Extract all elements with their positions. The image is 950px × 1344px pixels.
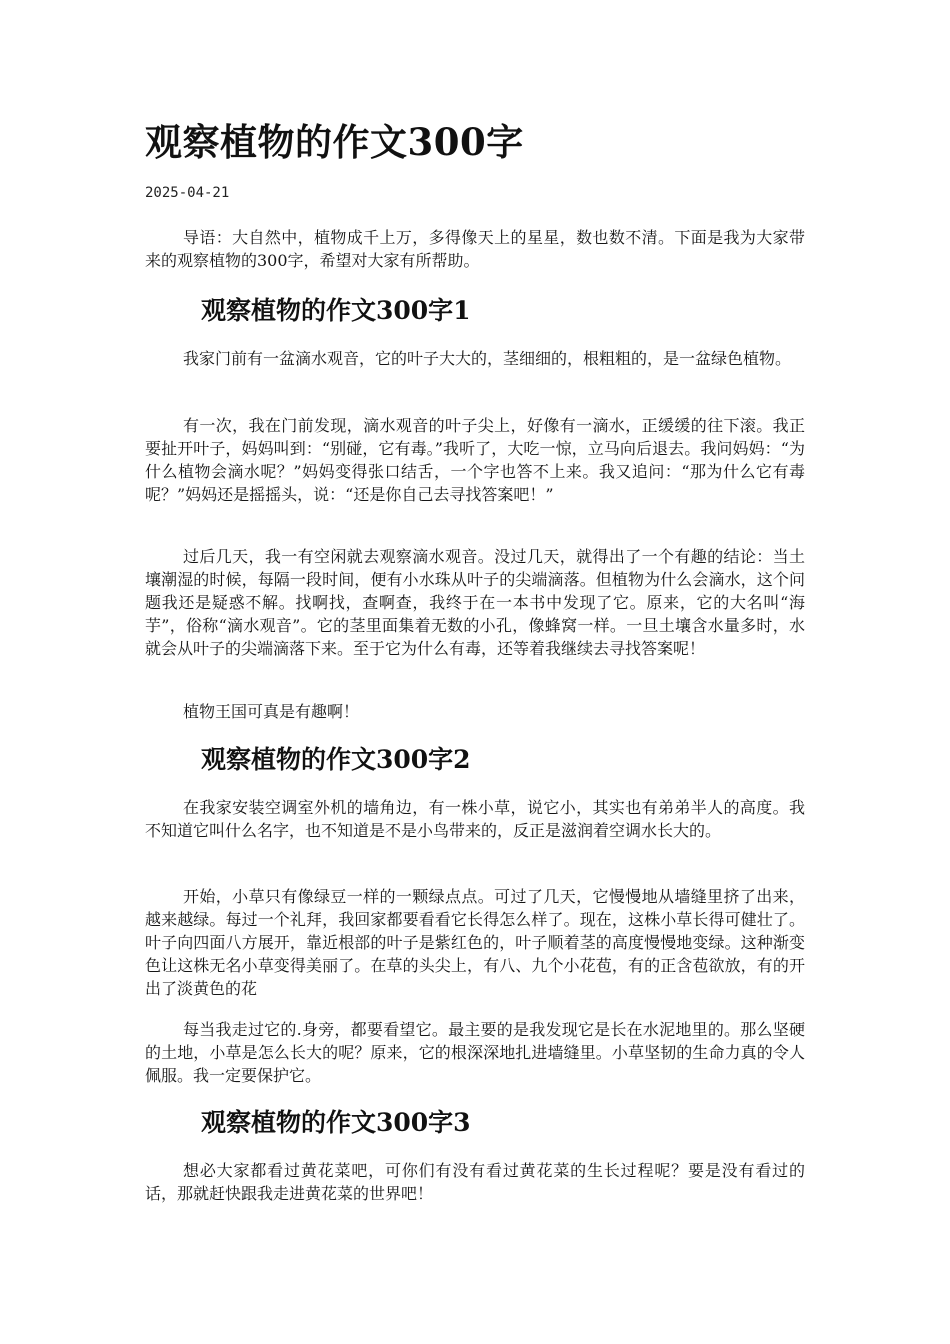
section-3-paragraph-1: 想必大家都看过黄花菜吧，可你们有没有看过黄花菜的生长过程呢？要是没有看过的话，那就赶快跟我走进黄花菜的世界吧！ bbox=[145, 1161, 805, 1203]
section-1-paragraph-4: 植物王国可真是有趣啊！ bbox=[183, 702, 360, 721]
section-1-heading: 观察植物的作文300字1 bbox=[201, 296, 471, 325]
section-2-paragraph-2: 开始，小草只有像绿豆一样的一颗绿点点。可过了几天，它慢慢地从墙缝里挤了出来，越来越绿。每过一个礼拜，我回家都要看看它长得怎么样了。现在，这株小草长得可健壮了。叶子向四面八方展开，靠近根部的叶子是紫红色的，叶子顺着茎的高度慢慢地变绿。这种渐变色让这株无名小草变得美丽了。在草的头尖上，有八、九个小花苞，有的正含苞欲放，有的开出了淡黄色的花 bbox=[145, 887, 805, 998]
section-2-paragraph-3: 每当我走过它的.身旁，都要看望它。最主要的是我发现它是长在水泥地里的。那么坚硬的土地，小草是怎么长大的呢？原来，它的根深深地扎进墙缝里。小草坚韧的生命力真的令人佩服。我一定要保护它。 bbox=[145, 1020, 805, 1085]
section-2-heading: 观察植物的作文300字2 bbox=[201, 745, 471, 774]
intro-paragraph: 导语：大自然中，植物成千上万，多得像天上的星星，数也数不清。下面是我为大家带来的观察植物的300字，希望对大家有所帮助。 bbox=[145, 228, 805, 270]
section-1-paragraph-2: 有一次，我在门前发现，滴水观音的叶子尖上，好像有一滴水，正缓缓的往下滚。我正要扯开叶子，妈妈叫到：“别碰，它有毒。”我听了，大吃一惊，立马向后退去。我问妈妈：“为什么植物会滴水呢？”妈妈变得张口结舌，一个字也答不上来。我又追问：“那为什么它有毒呢？”妈妈还是摇摇头，说：“还是你自己去寻找答案吧！” bbox=[145, 416, 805, 504]
section-3-heading: 观察植物的作文300字3 bbox=[201, 1108, 471, 1137]
section-1-paragraph-1: 我家门前有一盆滴水观音，它的叶子大大的，茎细细的，根粗粗的，是一盆绿色植物。 bbox=[183, 349, 792, 368]
document-title: 观察植物的作文300字 bbox=[145, 120, 524, 164]
publish-date: 2025-04-21 bbox=[145, 185, 230, 201]
section-2-paragraph-1: 在我家安装空调室外机的墙角边，有一株小草，说它小，其实也有弟弟半人的高度。我不知道它叫什么名字，也不知道是不是小鸟带来的，反正是滋润着空调水长大的。 bbox=[145, 798, 805, 840]
section-1-paragraph-3: 过后几天，我一有空闲就去观察滴水观音。没过几天，就得出了一个有趣的结论：当土壤潮湿的时候，每隔一段时间，便有小水珠从叶子的尖端滴落。但植物为什么会滴水，这个问题我还是疑惑不解。找啊找，查啊查，我终于在一本书中发现了它。原来，它的大名叫“海芋”，俗称“滴水观音”。它的茎里面集着无数的小孔，像蜂窝一样。一旦土壤含水量多时，水就会从叶子的尖端滴落下来。至于它为什么有毒，还等着我继续去寻找答案呢！ bbox=[145, 547, 805, 658]
